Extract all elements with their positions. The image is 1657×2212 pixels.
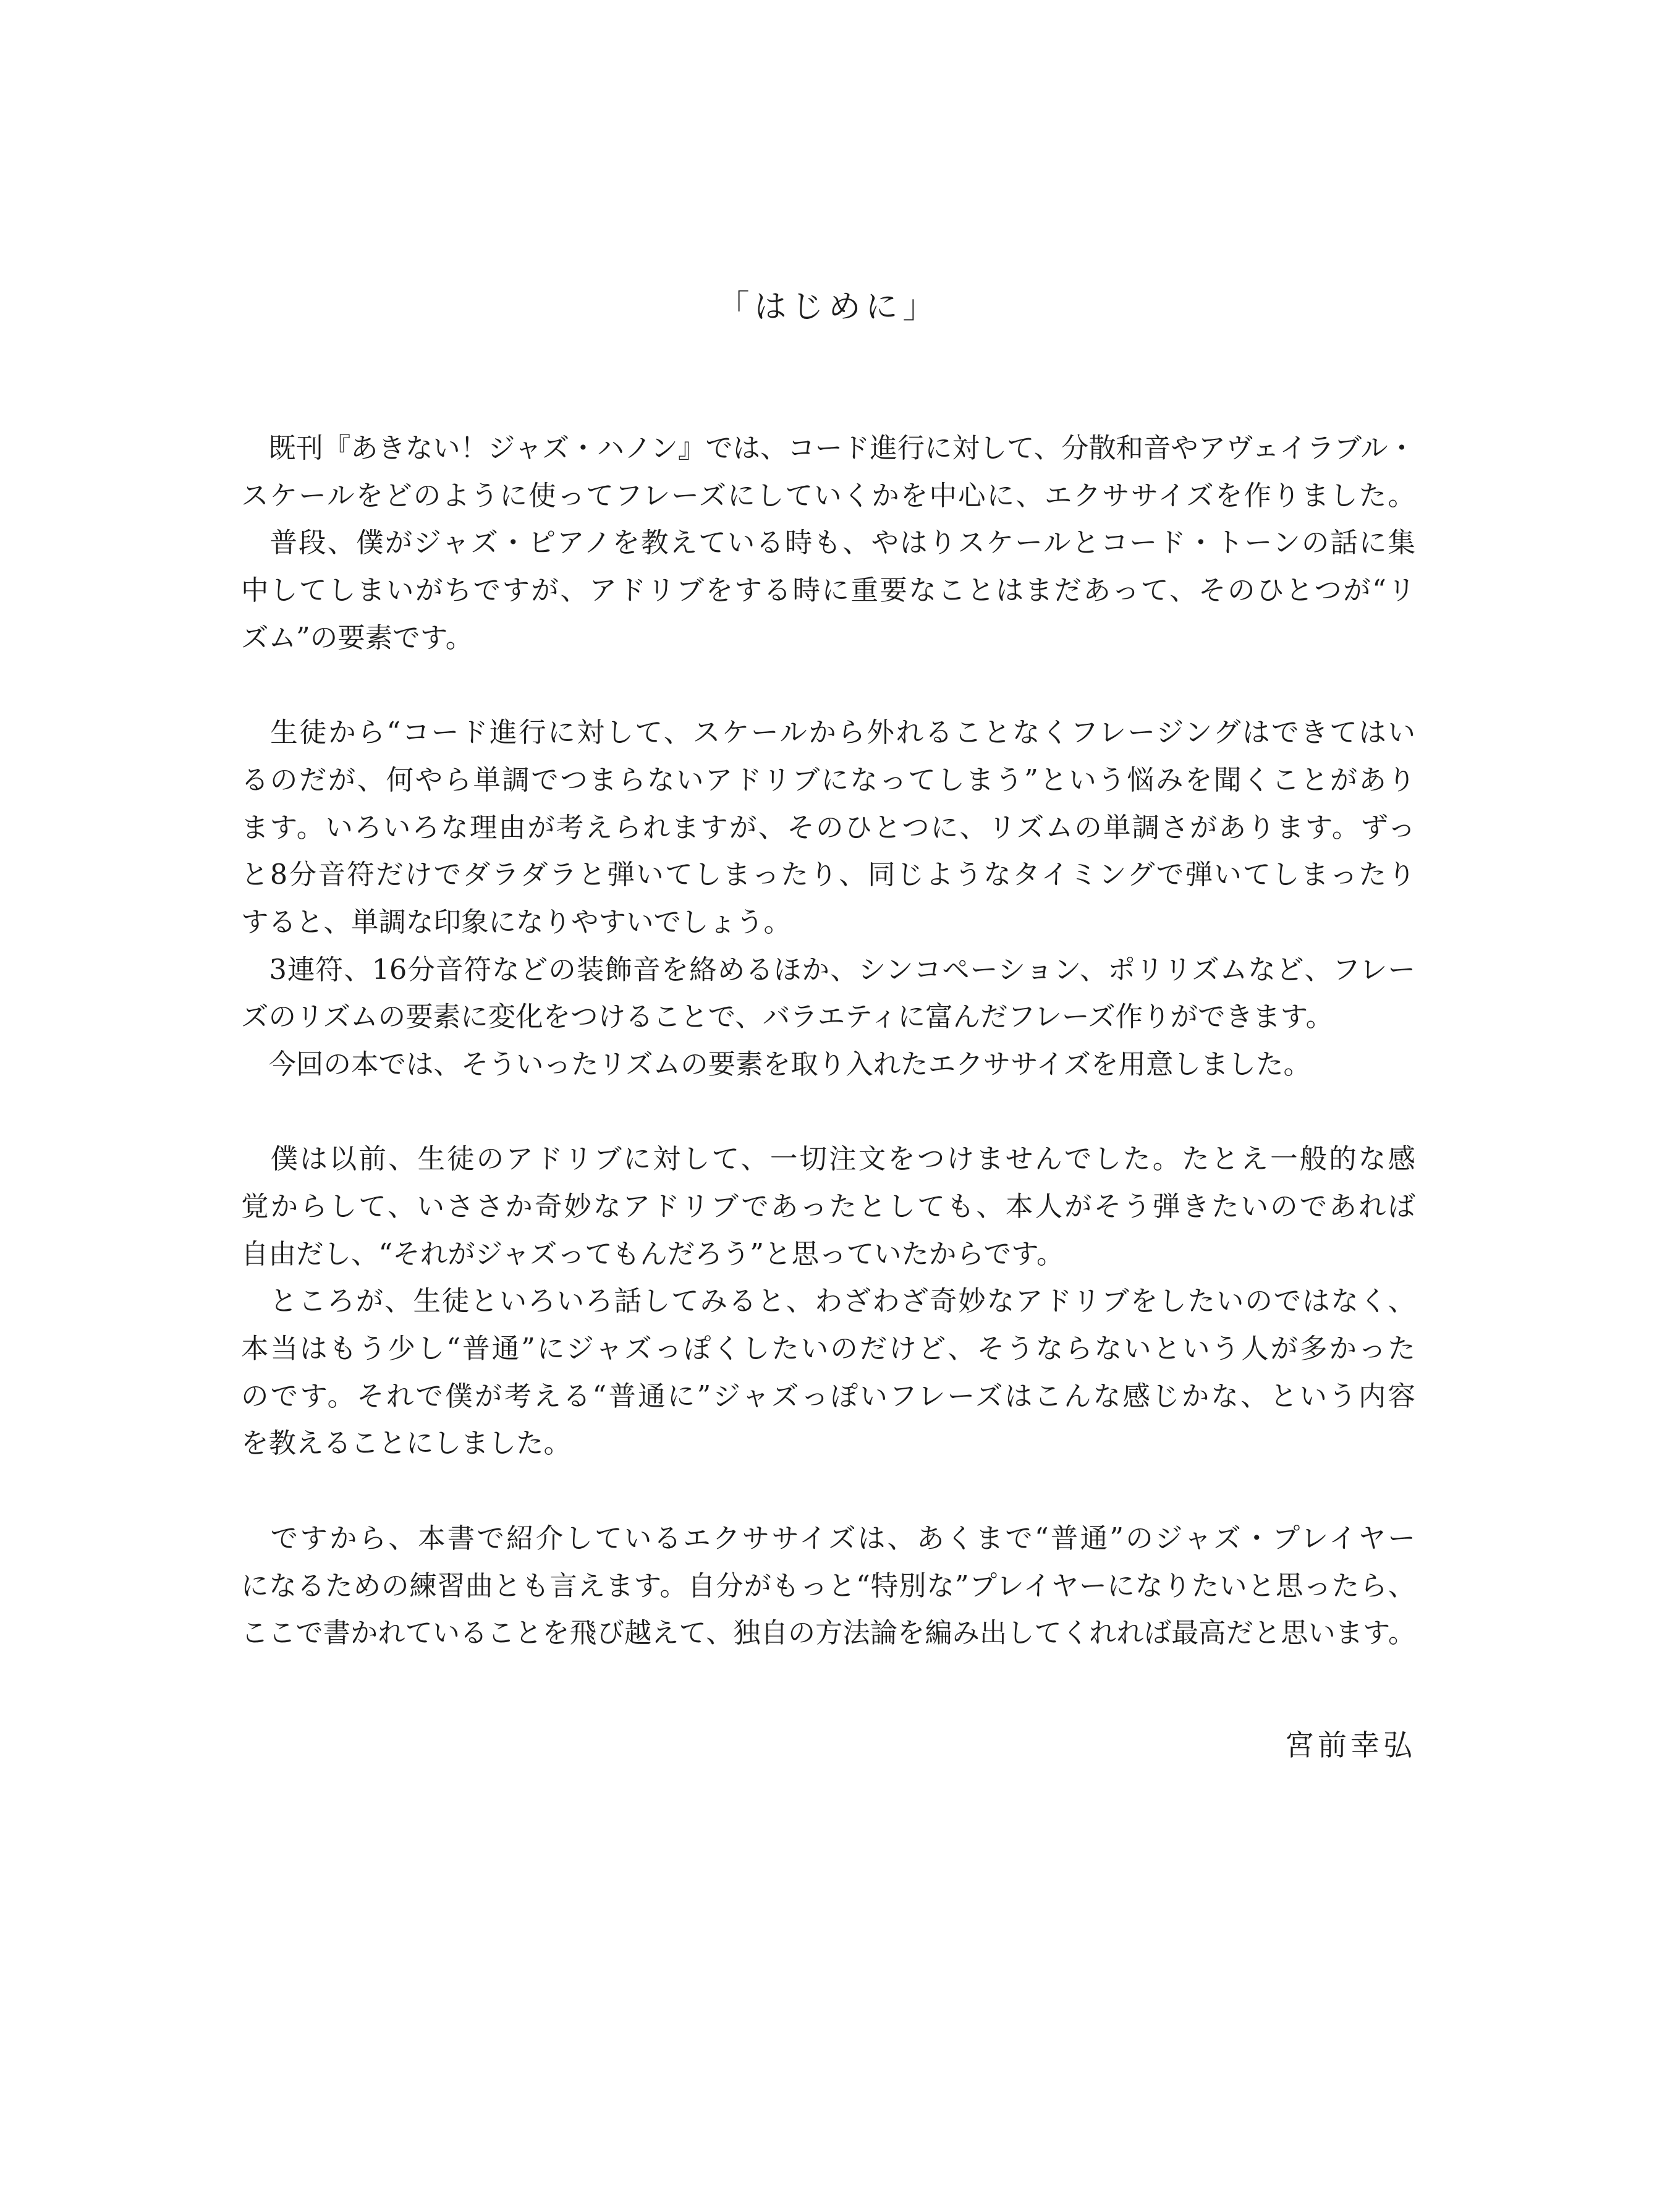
text-line: 自由だし、“それがジャズってもんだろう”と思っていたからです。 <box>241 1238 1064 1270</box>
text-line: 今回の本では、そういったリズムの要素を取り入れたエクササイズを用意しました。 <box>241 1048 1312 1080</box>
body-text <box>241 425 1415 1658</box>
text-line: のです。それで僕が考える“普通に”ジャズっぽいフレーズはこんな感じかな、という内容 <box>241 1380 1415 1412</box>
text-line: になるための練習曲とも言えます。自分がもっと“特別な”プレイヤーになりたいと思ったら、 <box>241 1570 1415 1602</box>
text-line: ですから、本書で紹介しているエクササイズは、あくまで“普通”のジャズ・プレイヤー <box>241 1522 1415 1554</box>
author-signature: 宮前幸弘 <box>1285 1729 1416 1763</box>
text-line: ズのリズムの要素に変化をつけることで、バラエティに富んだフレーズ作りができます。 <box>241 1001 1334 1033</box>
text-line: 生徒から“コード進行に対して、スケールから外れることなくフレージングはできてはい <box>241 717 1415 749</box>
paragraph-gap <box>241 1089 1415 1137</box>
text-line: と8分音符だけでダラダラと弾いてしまったり、同じようなタイミングで弾いてしまったり <box>241 859 1415 891</box>
text-line: 中してしまいがちですが、アドリブをする時に重要なことはまだあって、そのひとつが“リ <box>241 575 1415 607</box>
text-line: ズム”の要素です。 <box>241 622 473 654</box>
text-line: るのだが、何やら単調でつまらないアドリブになってしまう”という悩みを聞くことがあり <box>241 764 1415 796</box>
text-line: すると、単調な印象になりやすいでしょう。 <box>241 906 792 938</box>
paragraph-gap <box>241 662 1415 710</box>
text-line: 本当はもう少し“普通”にジャズっぽくしたいのだけど、そうならないという人が多かった <box>241 1333 1415 1365</box>
text-line: ここで書かれていることを飛び越えて、独自の方法論を編み出してくれれば最高だと思います。 <box>241 1617 1415 1650</box>
paragraph-3 <box>241 1136 1415 1468</box>
text-line: 覚からして、いささか奇妙なアドリブであったとしても、本人がそう弾きたいのであれば <box>241 1191 1415 1223</box>
paragraph-2 <box>241 710 1415 1089</box>
text-line: 僕は以前、生徒のアドリブに対して、一切注文をつけませんでした。たとえ一般的な感 <box>241 1143 1415 1176</box>
text-line: を教えることにしました。 <box>241 1428 572 1460</box>
paragraph-1 <box>241 425 1415 662</box>
text-line: ところが、生徒といろいろ話してみると、わざわざ奇妙なアドリブをしたいのではなく、 <box>241 1286 1415 1318</box>
paragraph-4 <box>241 1515 1415 1658</box>
text-line: 3連符、16分音符などの装飾音を絡めるほか、シンコペーション、ポリリズムなど、フレー <box>241 954 1415 986</box>
text-line: スケールをどのように使ってフレーズにしていくかを中心に、エクササイズを作りました。 <box>241 480 1415 512</box>
page-title: 「はじめに」 <box>717 289 940 326</box>
text-line: ます。いろいろな理由が考えられますが、そのひとつに、リズムの単調さがあります。ずっ <box>241 811 1415 844</box>
paragraph-gap <box>241 1468 1415 1515</box>
text-line: 既刊『あきない！ジャズ・ハノン』では、コード進行に対して、分散和音やアヴェイラブル・ <box>241 433 1415 464</box>
text-line: 普段、僕がジャズ・ピアノを教えている時も、やはりスケールとコード・トーンの話に集 <box>241 527 1415 559</box>
